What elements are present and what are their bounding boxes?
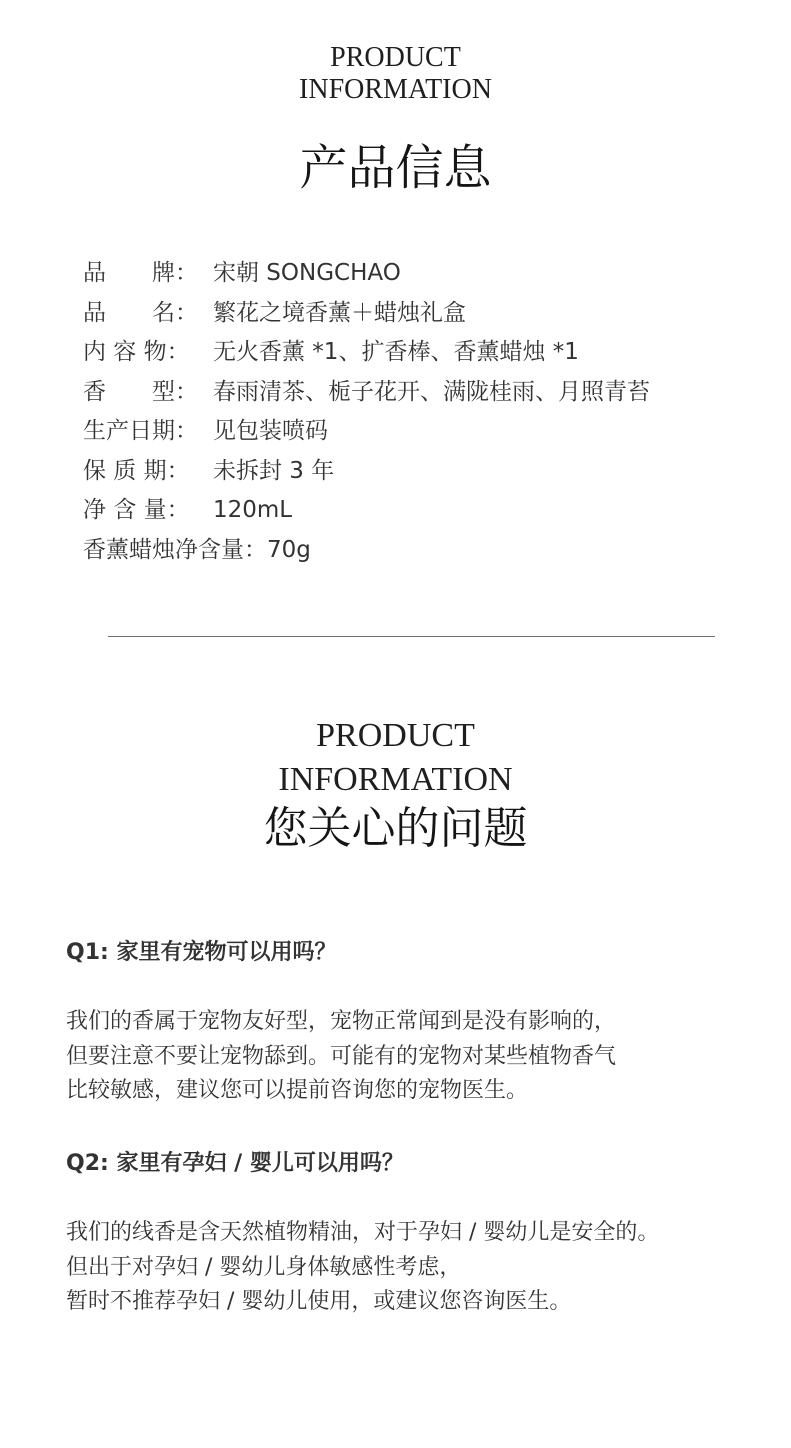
info-label: 品 牌： xyxy=(83,260,198,286)
product-info-title: 产品信息 xyxy=(299,140,492,196)
product-information-heading xyxy=(0,42,791,106)
info-value: 无火香薰 *1、扩香棒、香薰蜡烛 *1 xyxy=(213,339,579,365)
section-divider xyxy=(108,636,715,637)
answer-line: 但出于对孕妇 / 婴幼儿身体敏感性考虑， xyxy=(66,1254,462,1280)
info-label: 内 容 物： xyxy=(83,339,190,365)
info-row-production-date xyxy=(83,412,763,452)
info-label: 净 含 量： xyxy=(83,497,190,523)
faq-title: 您关心的问题 xyxy=(263,803,528,854)
info-row-net-content xyxy=(83,491,763,531)
answer-line: 我们的香属于宠物友好型，宠物正常闻到是没有影响的， xyxy=(66,1009,617,1034)
info-value: 繁花之境香薰＋蜡烛礼盒 xyxy=(213,299,466,326)
faq-english-heading xyxy=(0,714,791,802)
info-row-name xyxy=(83,294,763,334)
info-row-contents xyxy=(83,333,763,373)
faq-question-1: Q1: 家里有宠物可以用吗？ xyxy=(66,940,337,965)
info-value: 春雨清茶、栀子花开、满陇桂雨、月照青苔 xyxy=(213,378,650,405)
product-info-list xyxy=(83,254,763,570)
info-value: 宋朝 SONGCHAO xyxy=(213,260,401,286)
info-label: 品 名： xyxy=(83,299,198,326)
answer-line: 我们的线香是含天然植物精油，对于孕妇 / 婴幼儿是安全的。 xyxy=(66,1220,660,1245)
heading-line-1: PRODUCT xyxy=(316,717,475,754)
info-value: 见包装喷码 xyxy=(213,418,328,444)
faq-answer-1 xyxy=(66,1005,786,1109)
info-row-brand xyxy=(83,254,763,294)
info-label: 生产日期： xyxy=(83,418,198,444)
info-label: 香 型： xyxy=(83,378,198,405)
heading-line-2: INFORMATION xyxy=(299,74,492,105)
info-row-shelf-life xyxy=(83,452,763,492)
info-label: 保 质 期： xyxy=(83,457,190,484)
info-value: 未拆封 3 年 xyxy=(213,457,335,484)
answer-line: 暂时不推荐孕妇 / 婴幼儿使用，或建议您咨询医生。 xyxy=(66,1289,572,1314)
answer-line: 但要注意不要让宠物舔到。可能有的宠物对某些植物香气 xyxy=(66,1043,617,1069)
heading-line-2: INFORMATION xyxy=(278,761,513,798)
info-label: 香薰蜡烛净含量： xyxy=(83,536,267,563)
info-row-scent xyxy=(83,373,763,413)
info-row-candle-net-content xyxy=(83,531,763,571)
faq-question-2: Q2: 家里有孕妇 / 婴儿可以用吗？ xyxy=(66,1151,404,1176)
info-value: 70g xyxy=(267,536,311,563)
info-value: 120mL xyxy=(213,497,293,523)
faq-answer-2 xyxy=(66,1216,786,1320)
answer-line: 比较敏感，建议您可以提前咨询您的宠物医生。 xyxy=(66,1078,529,1103)
heading-line-1: PRODUCT xyxy=(330,42,461,73)
